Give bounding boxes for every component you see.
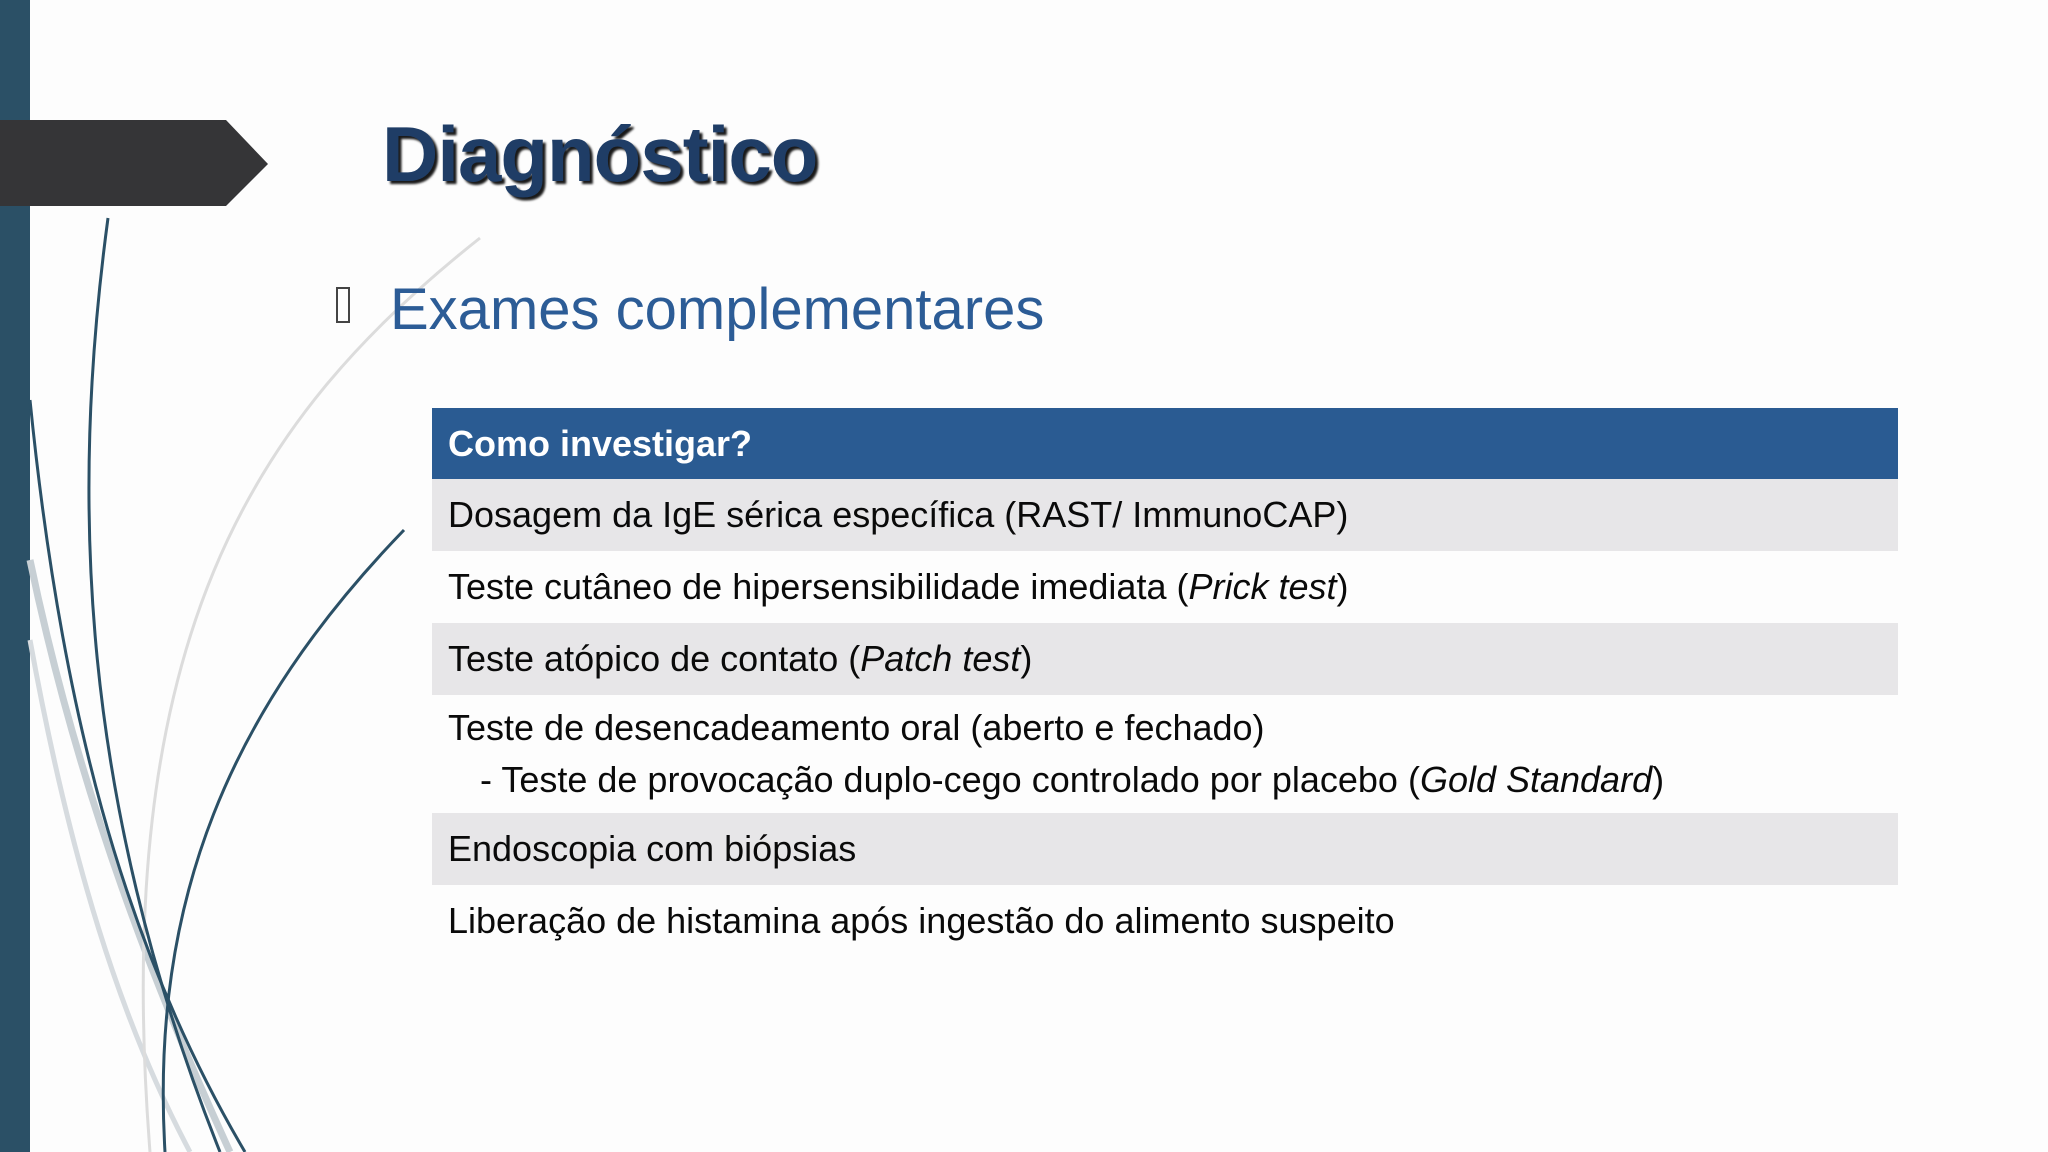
row-emphasis: Prick test	[1188, 566, 1337, 607]
table-row	[432, 479, 1898, 551]
table-header-row	[432, 408, 1898, 479]
table-cell	[432, 479, 1898, 551]
decorative-curves	[30, 218, 480, 1152]
table-cell	[432, 695, 1898, 813]
row-subline-text: - Teste de provocação duplo-cego controlado por placebo (	[480, 759, 1420, 800]
table-cell	[432, 813, 1898, 885]
table-row	[432, 551, 1898, 623]
row-text-end: )	[1336, 566, 1349, 607]
row-subline	[448, 754, 1882, 806]
table-row	[432, 623, 1898, 695]
row-text-end: )	[1020, 638, 1033, 679]
square-bullet-icon	[336, 287, 350, 323]
table-cell	[432, 551, 1898, 623]
row-emphasis: Patch test	[860, 638, 1021, 679]
table-row	[432, 885, 1898, 957]
investigation-table	[432, 408, 1898, 957]
row-text: Dosagem da IgE sérica específica (RAST/ ImmunoCAP)	[448, 494, 1349, 535]
table-row	[432, 695, 1898, 813]
table-cell	[432, 623, 1898, 695]
row-text: Teste atópico de contato (	[448, 638, 861, 679]
row-subline-end: )	[1652, 759, 1665, 800]
bullet-text: Exames complementares	[390, 277, 1045, 342]
bullet-item	[336, 276, 1044, 343]
table-cell	[432, 885, 1898, 957]
row-text: Teste de desencadeamento oral (aberto e fechado)	[448, 707, 1265, 748]
row-text: Teste cutâneo de hipersensibilidade imediata (	[448, 566, 1189, 607]
arrow-tab-shape	[0, 120, 268, 206]
row-text: Liberação de histamina após ingestão do alimento suspeito	[448, 900, 1395, 941]
table-header-cell: Como investigar?	[432, 408, 1898, 479]
table-row	[432, 813, 1898, 885]
row-subline-emphasis: Gold Standard	[1419, 759, 1653, 800]
slide-title: Diagnóstico	[382, 110, 818, 198]
row-text: Endoscopia com biópsias	[448, 828, 857, 869]
